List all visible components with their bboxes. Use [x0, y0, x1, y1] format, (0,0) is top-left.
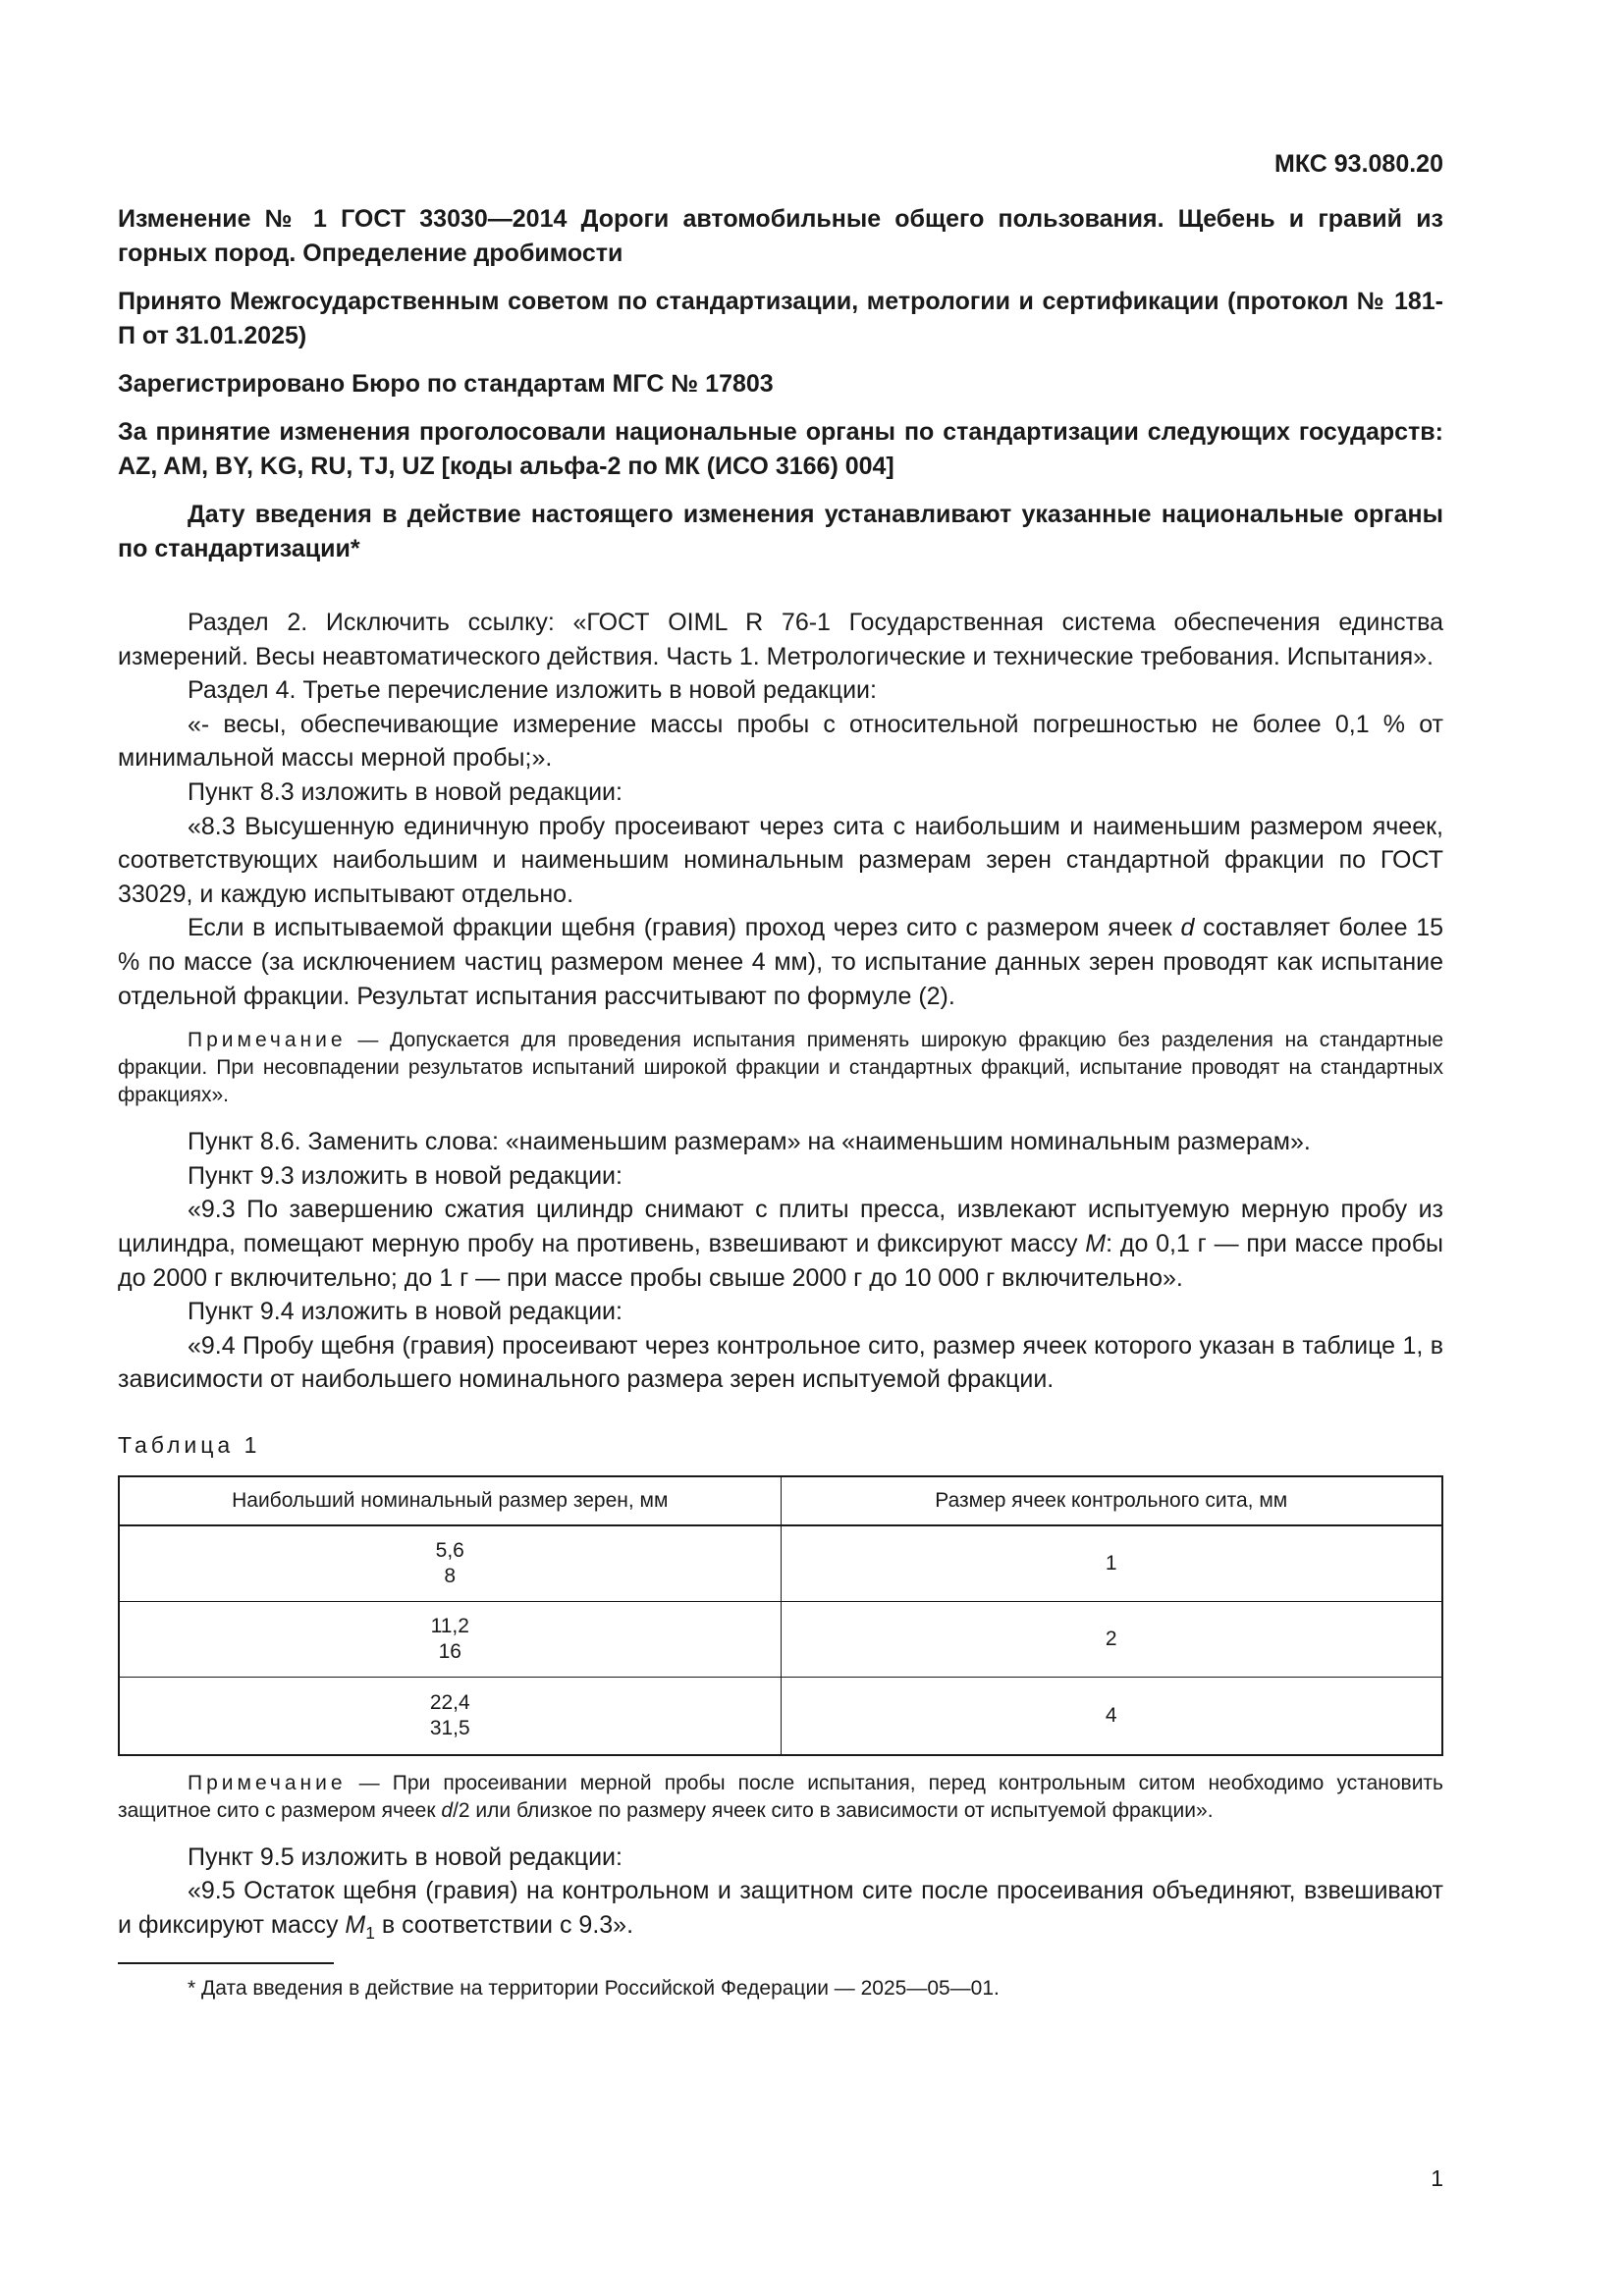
sieve-size-cell: 2 — [781, 1601, 1442, 1677]
table-row — [119, 1677, 1442, 1755]
grain-size-cell — [119, 1601, 781, 1677]
text-part: «9.5 Остаток щебня (гравия) на контрольном и защитном сите после просеивания объединяют, взвешивают и фиксируют массу — [118, 1877, 1443, 1940]
text-part: Если в испытываемой фракции щебня (гравия) проход через сито с размером ячеек — [188, 914, 1181, 942]
clause-8-3-text-2 — [118, 911, 1443, 1013]
section-2-change: Раздел 2. Исключить ссылку: «ГОСТ OIML R 76-1 Государственная система обеспечения единства измерений. Весы неавтоматического действия. Часть 1. Метрологические и технические требования. Испытания». — [118, 609, 1443, 670]
grain-size-value: 5,6 — [435, 1538, 464, 1562]
note-1 — [118, 1027, 1443, 1109]
amendment-body — [118, 606, 1443, 2003]
variable-m: M — [345, 1911, 366, 1940]
grain-size-value: 16 — [438, 1639, 461, 1663]
text-part: : до 0,1 г — при массе пробы до 2000 г включительно; до 1 г — при массе пробы свыше 2000 г до 10 000 г включительно». — [118, 1229, 1443, 1292]
sieve-size-cell: 4 — [781, 1677, 1442, 1755]
mks-code: МКС 93.080.20 — [1274, 150, 1443, 178]
section-4-text: «- весы, обеспечивающие измерение массы пробы с относительной погрешностью не более 0,1 % от минимальной массы мерной пробы;». — [118, 710, 1443, 773]
clause-8-3-intro: Пункт 8.3 изложить в новой редакции: — [188, 777, 623, 806]
table-caption: Таблица 1 — [118, 1431, 261, 1458]
variable-m: M — [1085, 1229, 1107, 1257]
subscript: 1 — [365, 1923, 375, 1944]
table-row — [119, 1601, 1442, 1677]
note-label: Примечание — [188, 1771, 347, 1794]
section-4-intro: Раздел 4. Третье перечисление изложить в новой редакции: — [188, 676, 877, 705]
adopted-by: Принято Межгосударственным советом по стандартизации, метрологии и сертификации (протокол № 181-П от 31.01.2025) — [118, 288, 1443, 349]
table-header-row — [119, 1476, 1442, 1525]
grain-size-value: 22,4 — [429, 1690, 470, 1714]
page-number: 1 — [1431, 2165, 1443, 2191]
grain-size-cell — [119, 1525, 781, 1602]
effective-date-note: Дату введения в действие настоящего изменения устанавливают указанные национальные органы по стандартизации* — [118, 501, 1443, 562]
grain-size-cell — [119, 1677, 781, 1755]
clause-8-3-text: «8.3 Высушенную единичную пробу просеивают через сита с наибольшим и наименьшим размером ячеек, соответствующих наибольшим и наименьшим номинальным размерам зерен стандартной фракции по ГОСТ 33029, и каждую испытывают отдельно. — [118, 812, 1443, 908]
clause-9-4-text: «9.4 Пробу щебня (гравия) просеивают через контрольное сито, размер ячеек которого указан в таблице 1, в зависимости от наибольшего номинального размера зерен испытуемой фракции. — [118, 1331, 1443, 1394]
table-header-cell: Наибольший номинальный размер зерен, мм — [119, 1476, 781, 1525]
clause-8-6-change: Пункт 8.6. Заменить слова: «наименьшим размерам» на «наименьшим номинальным размерам». — [188, 1128, 1311, 1156]
registration: Зарегистрировано Бюро по стандартам МГС № 17803 — [118, 370, 774, 398]
note-label: Примечание — [188, 1029, 347, 1052]
text-part: «9.3 По завершению сжатия цилиндр снимают с плиты пресса, извлекают испытуемую мерную пробу из цилиндра, помещают мерную пробу на противень, взвешивают и фиксируют массу — [118, 1196, 1443, 1257]
grain-size-value: 11,2 — [430, 1614, 469, 1637]
table-row — [119, 1525, 1442, 1602]
clause-9-5-text — [118, 1874, 1443, 1949]
text-part: составляет более 15 % по массе (за исключением частиц размером менее 4 мм), то испытание данных зерен проводят как испытание отдельной фракции. Результат испытания рассчитывают по формуле (2). — [118, 914, 1443, 1010]
document-page — [118, 147, 1443, 2003]
clause-9-3-text — [118, 1193, 1443, 1295]
grain-size-value: 8 — [444, 1564, 457, 1587]
note-text: /2 или близкое по размеру ячеек сито в зависимости от испытуемой фракции». — [453, 1798, 1214, 1822]
table-header-cell: Размер ячеек контрольного сита, мм — [781, 1476, 1442, 1525]
amendment-title: Изменение № 1 ГОСТ 33030—2014 Дороги автомобильные общего пользования. Щебень и гравий из горных пород. Определение дробимости — [118, 205, 1443, 267]
text-part: в соответствии с 9.3». — [374, 1911, 634, 1940]
grain-size-value: 31,5 — [429, 1716, 470, 1739]
sieve-table — [118, 1475, 1443, 1756]
clause-9-3-intro: Пункт 9.3 изложить в новой редакции: — [188, 1161, 623, 1190]
note-2 — [118, 1770, 1443, 1825]
clause-9-5-intro: Пункт 9.5 изложить в новой редакции: — [188, 1842, 623, 1871]
variable-d: d — [441, 1798, 454, 1822]
sieve-size-cell: 1 — [781, 1525, 1442, 1602]
clause-9-4-intro: Пункт 9.4 изложить в новой редакции: — [188, 1298, 623, 1326]
variable-d: d — [1180, 914, 1195, 942]
voting-states: За принятие изменения проголосовали национальные органы по стандартизации следующих государств: AZ, AM, BY, KG, RU, TJ, UZ [коды альфа-2 по МК (ИСО 3166) 004] — [118, 418, 1443, 480]
footnote-divider — [118, 1962, 334, 1964]
footnote: * Дата введения в действие на территории Российской Федерации — 2025—05—01. — [188, 1976, 1000, 2000]
note-text: — Допускается для проведения испытания применять широкую фракцию без разделения на стандартные фракции. При несовпадении результатов испытаний широкой фракции и стандартных фракций, испытание проводят на стандартных фракциях». — [118, 1029, 1443, 1107]
note-text: — При просеивании мерной пробы после испытания, перед контрольным ситом необходимо установить защитное сито с размером ячеек — [118, 1771, 1443, 1822]
